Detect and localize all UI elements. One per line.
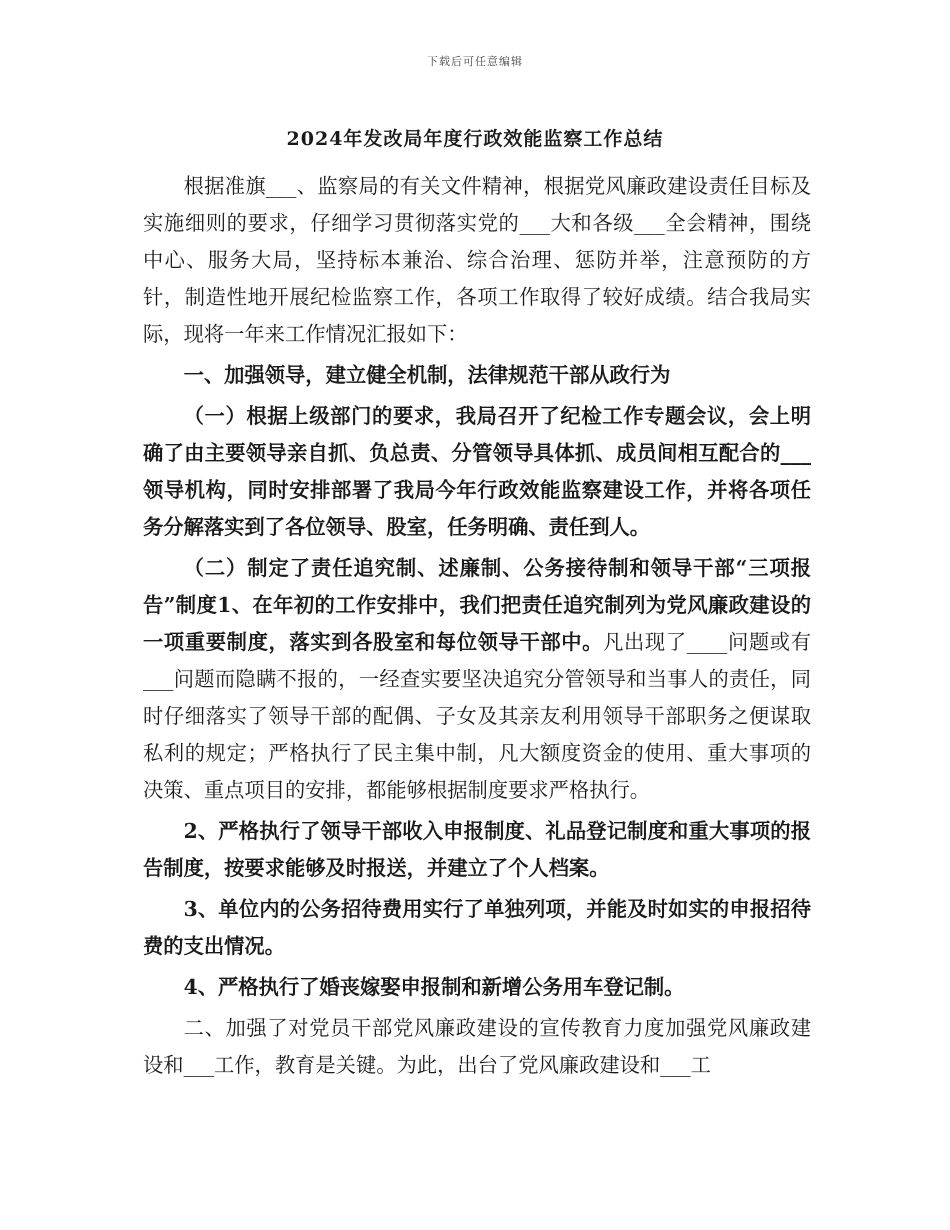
intro-paragraph: 根据准旗___、监察局的有关文件精神，根据党风廉政建设责任目标及实施细则的要求，仔细学习贯彻落实党的___大和各级___全会精神，围绕中心、服务大局，坚持标本兼治、综合治理、惩防并举，注意预防的方针，制造性地开展纪检监察工作，各项工作取得了较好成绩。结合我局实际，现将一年来工作情况汇报如下： [143, 174, 811, 346]
section2-paragraph: 二、加强了对党员干部党风廉政建设的宣传教育力度加强党风廉政建设和___工作，教育是关键。为此，出台了党风廉政建设和___工 [143, 1016, 811, 1077]
point3-paragraph: 3、单位内的公务招待费用实行了单独列项，并能及时如实的申报招待费的支出情况。 [143, 897, 811, 958]
item2-bold-text: （二）制定了责任追究制、述廉制、公务接待制和领导干部“三项报告”制度1、在年初的工作安排中，我们把责任追究制列为党风廉政建设的一项重要制度，落实到各股室和每位领导干部中。 [143, 556, 811, 654]
point2-paragraph: 2、严格执行了领导干部收入申报制度、礼品登记制度和重大事项的报告制度，按要求能够及时报送，并建立了个人档案。 [143, 819, 811, 880]
item2-normal-text: 凡出现了____问题或有___问题而隐瞒不报的，一经查实要坚决追究分管领导和当事人的责任，同时仔细落实了领导干部的配偶、子女及其亲友利用领导干部职务之便谋取私利的规定；严格执行了民主集中制，凡大额度资金的使用、重大事项的决策、重点项目的安排，都能够根据制度要求严格执行。 [143, 630, 811, 802]
header-note: 下载后可任意编辑 [427, 55, 523, 68]
item1-paragraph: （一）根据上级部门的要求，我局召开了纪检工作专题会议，会上明确了由主要领导亲自抓、负总责、分管领导具体抓、成员间相互配合的___领导机构，同时安排部署了我局今年行政效能监察建设工作，并将各项任务分解落实到了各位领导、股室，任务明确、责任到人。 [143, 404, 811, 539]
item2-paragraph [143, 550, 811, 809]
section1-heading: 一、加强领导，建立健全机制，法律规范干部从政行为 [183, 363, 671, 387]
document-body [143, 168, 811, 1084]
point4-paragraph: 4、严格执行了婚丧嫁娶申报制和新增公务用车登记制。 [183, 975, 685, 999]
document-title: 2024年发改局年度行政效能监察工作总结 [286, 128, 664, 150]
